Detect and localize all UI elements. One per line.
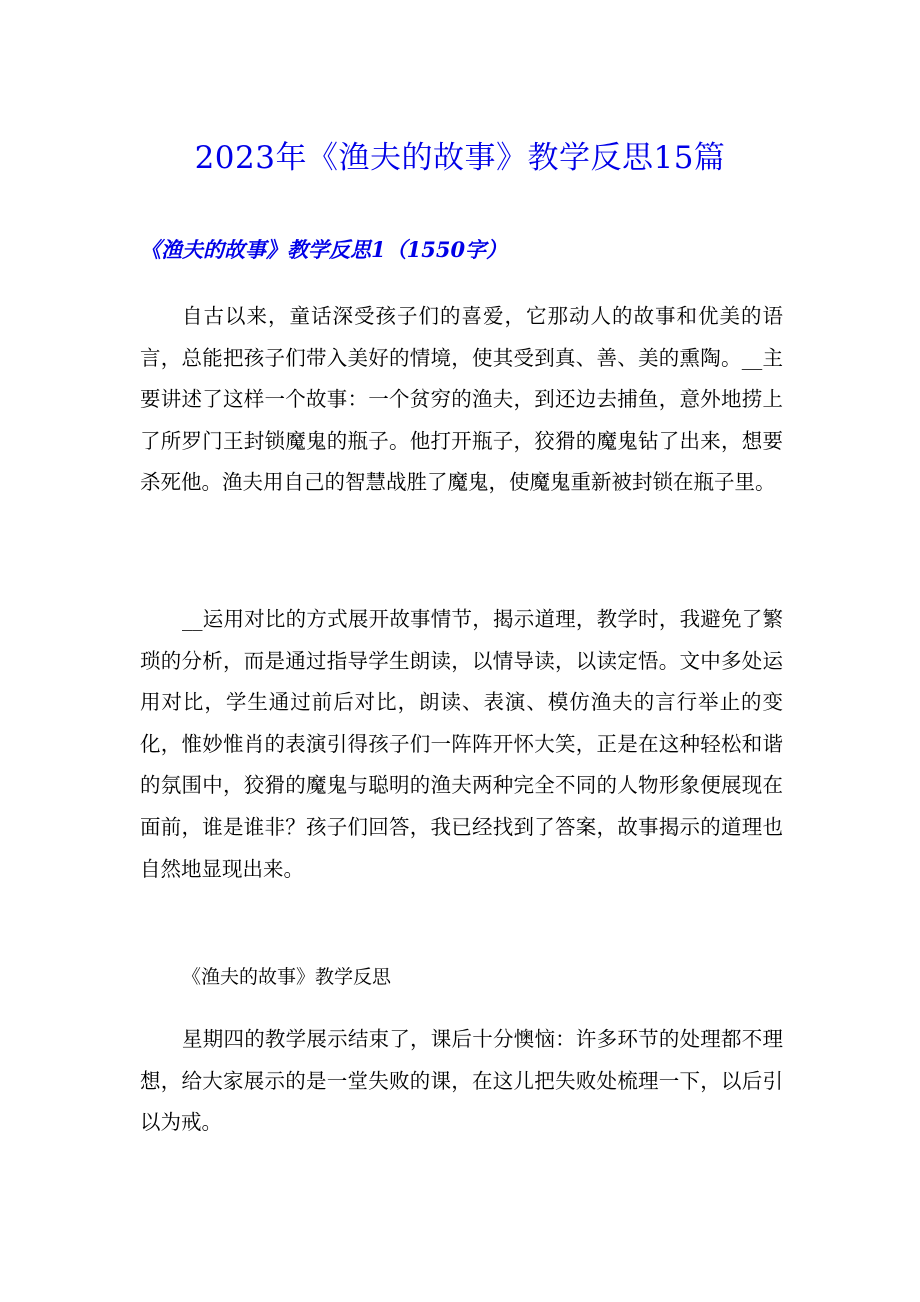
paragraph-contrast-method: __运用对比的方式展开故事情节，揭示道理，教学时，我避免了繁琐的分析，而是通过指导学生朗读，以情导读，以读定悟。文中多处运用对比，学生通过前后对比，朗读、表演、模仿渔夫的言行举止的变化，惟妙惟肖的表演引得孩子们一阵阵开怀大笑，正是在这种轻松和谐的氛围中，狡猾的魔鬼与聪明的渔夫两种完全不同的人物形象便展现在面前，谁是谁非？孩子们回答，我已经找到了答案，故事揭示的道理也自然地显现出来。 — [140, 607, 783, 881]
paragraph-reflection: 星期四的教学展示结束了，课后十分懊恼：许多环节的处理都不理想，给大家展示的是一堂失败的课，在这儿把失败处梳理一下，以后引以为戒。 — [140, 1027, 783, 1135]
paragraph-subtitle: 《渔夫的故事》教学反思 — [182, 966, 392, 988]
section-heading: 《渔夫的故事》教学反思1（1550字） — [140, 237, 508, 262]
document-title: 2023年《渔夫的故事》教学反思15篇 — [194, 140, 726, 176]
paragraph-intro: 自古以来，童话深受孩子们的喜爱，它那动人的故事和优美的语言，总能把孩子们带入美好的情境，使其受到真、善、美的熏陶。__主要讲述了这样一个故事：一个贫穷的渔夫，到还边去捕鱼，意外地捞上了所罗门王封锁魔鬼的瓶子。他打开瓶子，狡猾的魔鬼钻了出来，想要杀死他。渔夫用自己的智慧战胜了魔鬼，使魔鬼重新被封锁在瓶子里。 — [140, 304, 783, 495]
